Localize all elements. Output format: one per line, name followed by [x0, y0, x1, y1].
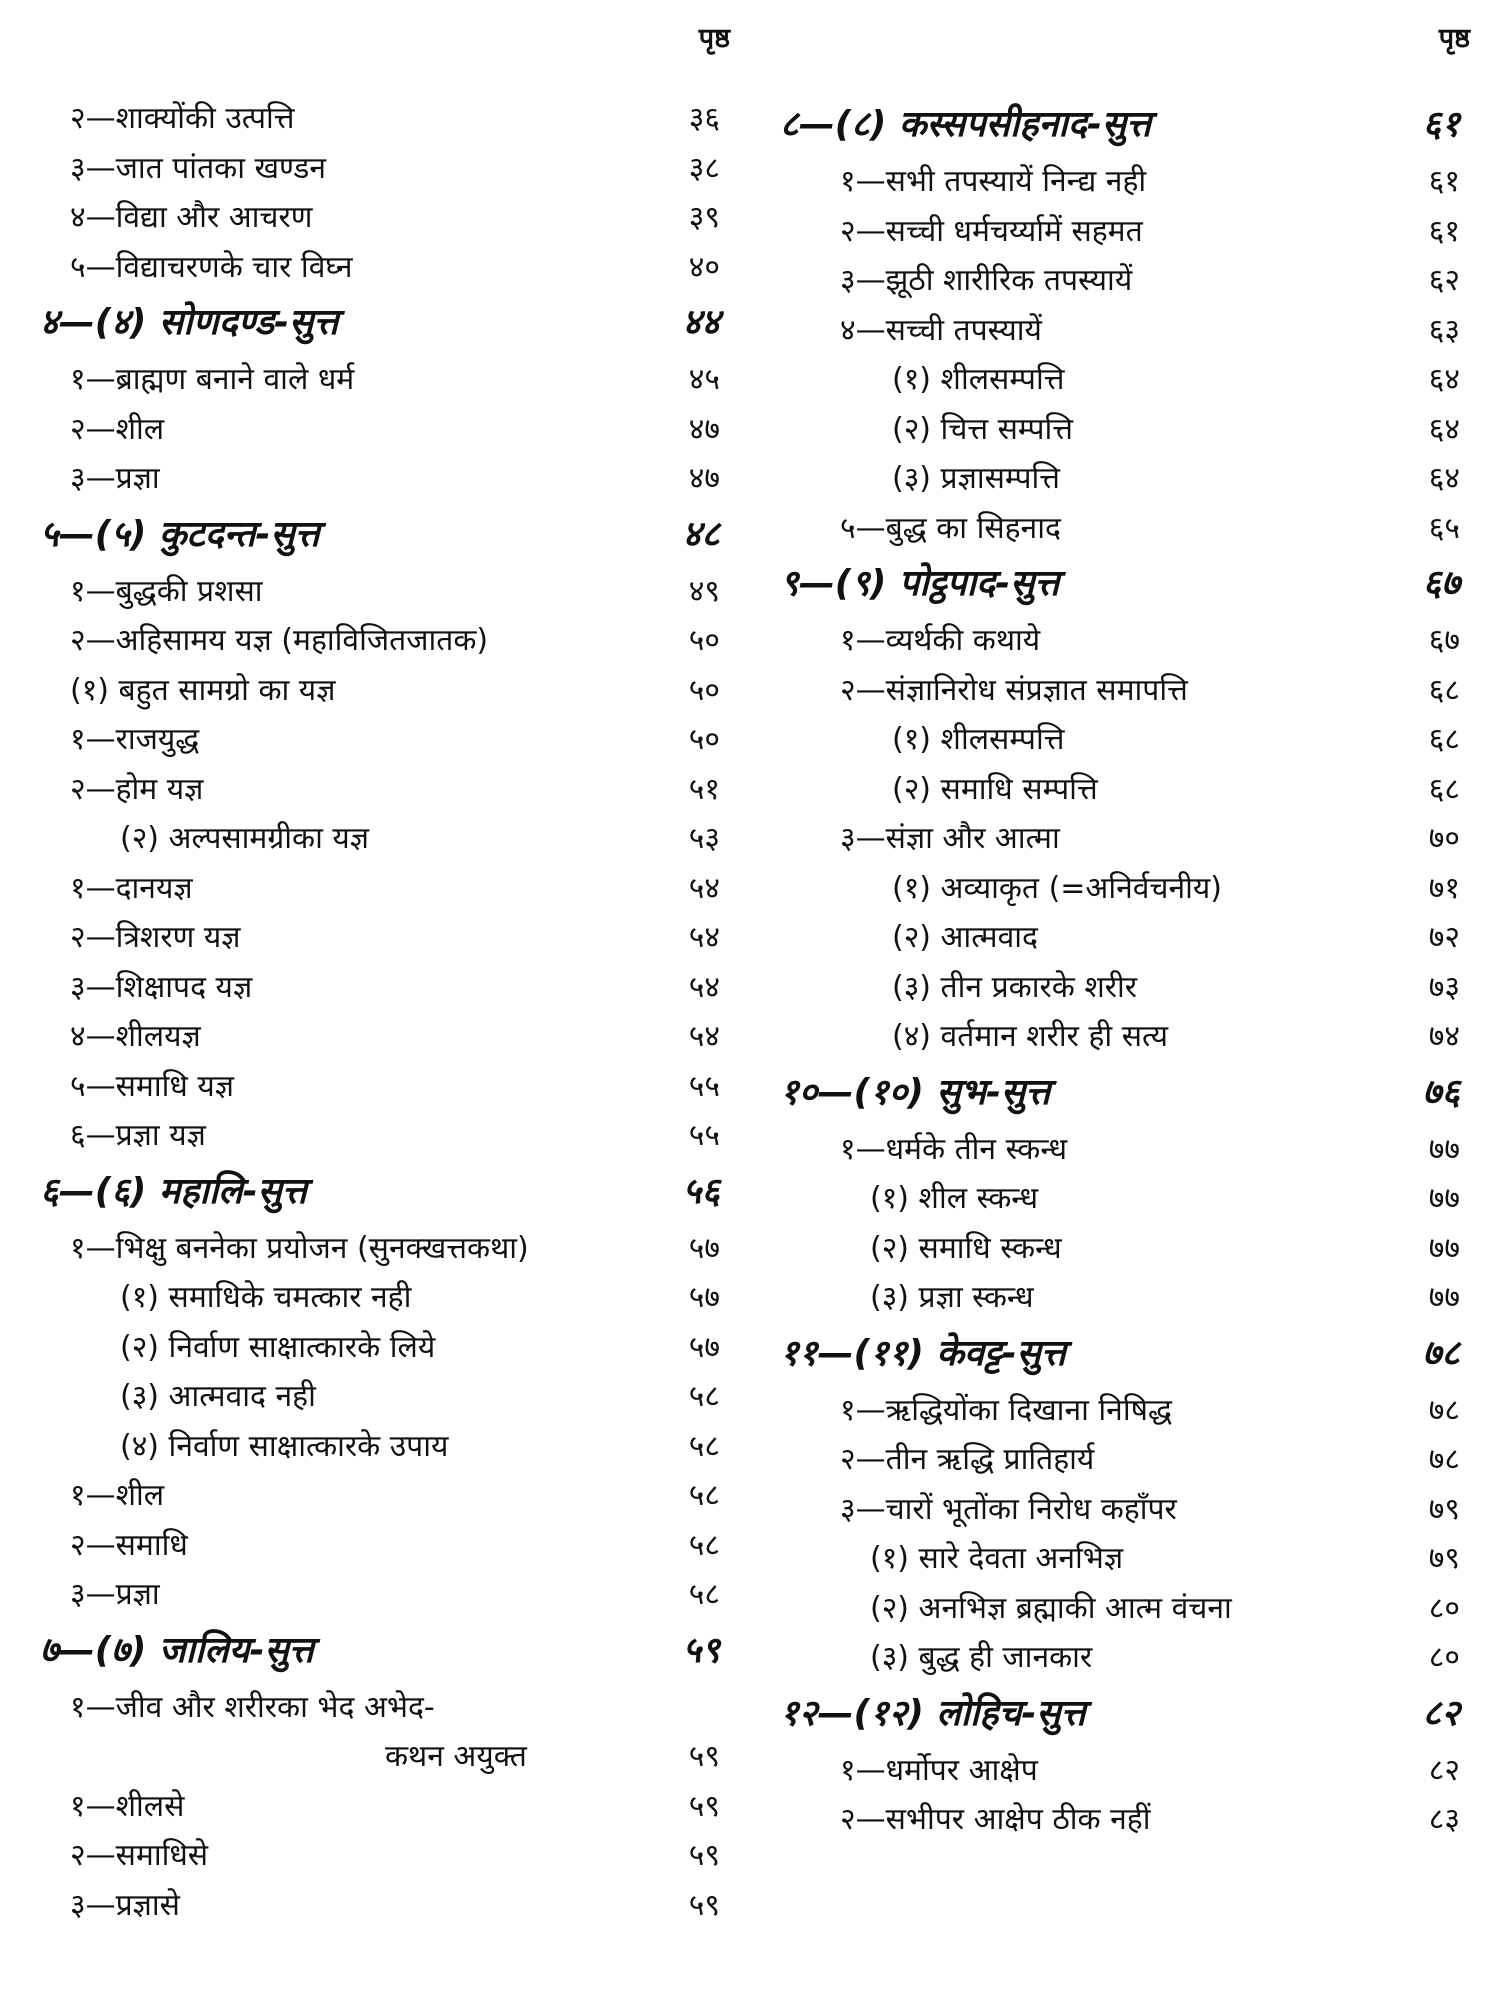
toc-section-heading [780, 1679, 1470, 1742]
toc-entry-page: ६७ [1428, 623, 1460, 658]
toc-entry-page: ३९ [688, 200, 720, 235]
toc-entry-title: (१) बहुत सामग्रो का यज्ञ [70, 672, 336, 708]
toc-entry [40, 351, 730, 401]
toc-entry-title: ५—(५) कुटदन्त-सुत्त [40, 513, 320, 555]
toc-section-heading [780, 549, 1470, 612]
toc-entry-title: १—सभी तपस्यायें निन्द्य नही [840, 164, 1147, 199]
toc-entry [40, 761, 730, 811]
toc-entry [780, 1580, 1470, 1630]
toc-section-heading [40, 1616, 730, 1679]
toc-entry-page: ७० [1428, 821, 1460, 856]
toc-entry-page: ५९ [682, 1629, 720, 1671]
toc-entry [780, 860, 1470, 910]
toc-entry-page: ५९ [688, 1838, 720, 1873]
toc-entry-title: ८—(८) कस्सपसीहनाद-सुत्त [780, 104, 1152, 145]
toc-entry-page: ४८ [682, 513, 720, 555]
toc-entry-title: २—संज्ञानिरोध संप्रज्ञात समापत्ति [840, 672, 1188, 708]
toc-entry-page: ५० [688, 722, 720, 757]
toc-entry-page: ५९ [688, 1887, 720, 1923]
toc-entry-page: ६७ [1422, 563, 1460, 604]
toc-entry-page: ७८ [1428, 1442, 1460, 1477]
toc-entry-title: १—शील [70, 1478, 165, 1513]
toc-entry-page: ८० [1428, 1590, 1460, 1626]
toc-entry-title: ४—शीलयज्ञ [70, 1019, 201, 1054]
toc-entry-page: ५४ [688, 920, 720, 955]
toc-entry-page: ६४ [1428, 411, 1460, 447]
toc-entry [780, 1269, 1470, 1319]
toc-entry-page: ४५ [688, 362, 720, 397]
toc-entry-page: ६४ [1428, 362, 1460, 397]
toc-entry-title: (३) तीन प्रकारके शरीर [892, 969, 1138, 1005]
toc-entry-page: ७१ [1428, 870, 1460, 906]
toc-entry-page: ६८ [1428, 722, 1460, 757]
toc-entry [40, 90, 730, 140]
toc-entry [780, 1431, 1470, 1481]
toc-section-heading [40, 1157, 730, 1220]
toc-entry-page: ५८ [688, 1527, 720, 1563]
toc-section-heading [780, 90, 1470, 153]
column-header [40, 0, 730, 90]
toc-entry-title: ३—झूठी शारीरिक तपस्यायें [840, 263, 1133, 298]
toc-entry-page: ७८ [1428, 1392, 1460, 1428]
toc-entry [780, 302, 1470, 352]
toc-entry-title: २—समाधिसे [70, 1838, 209, 1873]
toc-entry-title: ५—बुद्ध का सिहनाद [840, 510, 1061, 546]
toc-entry [40, 450, 730, 500]
toc-section-heading [780, 1058, 1470, 1121]
toc-entry-title: २—त्रिशरण यज्ञ [70, 920, 241, 955]
toc-entry-title: ४—विद्या और आचरण [70, 200, 313, 235]
toc-entry-title: ११—(११) केवट्ट-सुत्त [780, 1332, 1066, 1374]
toc-entry-title: ६—प्रज्ञा यज्ञ [70, 1118, 206, 1153]
toc-entry-page: ४९ [688, 573, 720, 609]
toc-entry-page: ४७ [688, 461, 720, 496]
toc-entry-title: १—दानयज्ञ [70, 870, 193, 906]
toc-entry [780, 810, 1470, 860]
toc-entry-page: ७७ [1428, 1230, 1460, 1266]
toc-entry-title: (३) प्रज्ञासम्पत्ति [892, 461, 1061, 496]
toc-entry-title: ६—(६) महालि-सुत्त [40, 1170, 307, 1212]
toc-entry-title: (३) बुद्ध ही जानकार [870, 1640, 1093, 1675]
toc-entry [780, 1530, 1470, 1580]
toc-entry-page: ५६ [682, 1170, 720, 1212]
toc-entry [40, 1319, 730, 1369]
toc-entry-title: (३) आत्मवाद नही [120, 1379, 316, 1414]
toc-entry [40, 711, 730, 761]
toc-entry [780, 1481, 1470, 1531]
toc-entry-page: ६३ [1428, 312, 1460, 348]
toc-entries-right [780, 90, 1470, 1841]
toc-entry [780, 500, 1470, 550]
toc-entry [40, 1517, 730, 1567]
toc-entry [40, 612, 730, 662]
toc-entry-page: ७६ [1422, 1071, 1460, 1113]
toc-entry-title: २—सच्ची धर्मचर्य्यामें सहमत [840, 213, 1143, 249]
toc-entry [780, 252, 1470, 302]
toc-entry-page: ५३ [688, 821, 720, 856]
toc-entry [40, 662, 730, 712]
toc-entry-page: ५० [688, 623, 720, 658]
toc-entry [40, 189, 730, 239]
toc-entry-title: ३—प्रज्ञा [70, 461, 160, 496]
toc-entry-page: ७७ [1428, 1181, 1460, 1216]
toc-entry-title: १—व्यर्थकी कथाये [840, 623, 1041, 658]
toc-entry-page: ५४ [688, 969, 720, 1005]
toc-entry-title: ३—संज्ञा और आत्मा [840, 821, 1060, 856]
toc-entry-page: ८३ [1428, 1802, 1460, 1837]
toc-entry-title: १—ऋद्धियोंका दिखाना निषिद्ध [840, 1392, 1172, 1428]
toc-entry-page: ५८ [688, 1428, 720, 1464]
toc-column-left [40, 0, 730, 1926]
toc-entry-page: ३६ [688, 101, 720, 136]
toc-entry-title: १—जीव और शरीरका भेद अभेद- [70, 1689, 435, 1725]
toc-entry [40, 140, 730, 190]
toc-entry [780, 711, 1470, 761]
toc-section-heading [40, 500, 730, 563]
toc-entry-title: १—बुद्धकी प्रशसा [70, 573, 263, 609]
toc-entry [40, 1728, 730, 1778]
toc-entry [40, 1368, 730, 1418]
toc-entry-title: २—शील [70, 411, 165, 447]
toc-entry-page: ५७ [688, 1329, 720, 1365]
toc-entry-title: (२) आत्मवाद [892, 920, 1038, 955]
toc-entry-title: ७—(७) जालिय-सुत्त [40, 1629, 314, 1671]
toc-entry [780, 1220, 1470, 1270]
toc-entries-left [40, 90, 730, 1926]
toc-entry [780, 450, 1470, 500]
toc-entry-title: २—होम यज्ञ [70, 771, 204, 807]
toc-entry-page: ५७ [688, 1230, 720, 1266]
toc-entry [780, 909, 1470, 959]
toc-entry-page: ५१ [688, 771, 720, 807]
toc-entry-page: ६८ [1428, 771, 1460, 807]
toc-entry-page: ५७ [688, 1280, 720, 1315]
toc-entry [40, 1566, 730, 1616]
toc-entry-page: ५८ [688, 1379, 720, 1414]
toc-entry-page: ५८ [688, 1478, 720, 1513]
toc-entry-title: (१) अव्याकृत (=अनिर्वचनीय) [892, 870, 1223, 906]
toc-entry-title: ३—शिक्षापद यज्ञ [70, 969, 253, 1005]
toc-entry-title: १—राजयुद्ध [70, 722, 200, 757]
toc-entry [780, 1121, 1470, 1171]
toc-entry [40, 239, 730, 289]
toc-entry-title: १—धर्मोपर आक्षेप [840, 1752, 1038, 1788]
toc-entry-page: ५९ [688, 1739, 720, 1774]
toc-entry-title: ४—(४) सोणदण्ड-सुत्त [40, 302, 339, 343]
toc-entry-title: ९—(९) पोट्ठपाद-सुत्त [780, 563, 1060, 604]
toc-entry-title: २—सभीपर आक्षेप ठीक नहीं [840, 1802, 1151, 1837]
toc-entry [40, 810, 730, 860]
toc-entry-page: ८२ [1428, 1752, 1460, 1788]
toc-entry [780, 1791, 1470, 1841]
toc-entry-title: (२) समाधि स्कन्ध [870, 1230, 1062, 1266]
toc-entry [40, 909, 730, 959]
toc-entry-page: ३८ [688, 150, 720, 186]
toc-entry-title: १२—(१२) लोहिच-सुत्त [780, 1692, 1086, 1734]
toc-entry [40, 1827, 730, 1877]
toc-entry [780, 1170, 1470, 1220]
column-header [780, 0, 1470, 90]
toc-entry-title: (२) अनभिज्ञ ब्रह्माकी आत्म वंचना [870, 1590, 1232, 1626]
toc-entry-page: ६१ [1428, 213, 1460, 249]
toc-entry [780, 612, 1470, 662]
toc-entry-title: (४) वर्तमान शरीर ही सत्य [892, 1019, 1169, 1054]
toc-entry [780, 959, 1470, 1009]
toc-entry-title: कथन अयुक्त [385, 1739, 527, 1774]
toc-entry-page: ७९ [1428, 1491, 1460, 1527]
page-column-label: पृष्ठ [1438, 23, 1470, 54]
toc-entry-title: ३—प्रज्ञा [70, 1577, 160, 1612]
toc-entry-page: ६१ [1422, 104, 1460, 145]
toc-entry-page: ७४ [1428, 1019, 1460, 1054]
toc-entry-title: ५—विद्याचरणके चार विघ्न [70, 249, 353, 285]
toc-entry-page: ४४ [682, 302, 720, 343]
toc-entry-page: ५८ [688, 1577, 720, 1612]
toc-entry-title: (२) समाधि सम्पत्ति [892, 771, 1098, 807]
toc-entry-title: (२) निर्वाण साक्षात्कारके लिये [120, 1329, 436, 1365]
toc-entry [780, 401, 1470, 451]
toc-entry-title: १—भिक्षु बननेका प्रयोजन (सुनक्खत्तकथा) [70, 1230, 529, 1266]
toc-entry-title: (२) अल्पसामग्रीका यज्ञ [120, 821, 370, 856]
toc-entry [40, 860, 730, 910]
toc-entry-page: ७७ [1428, 1280, 1460, 1315]
toc-entry-page: ७३ [1428, 969, 1460, 1005]
toc-entry-page: ७८ [1422, 1332, 1460, 1374]
toc-entry-page: ५४ [688, 870, 720, 906]
toc-entry [40, 1008, 730, 1058]
toc-entry-title: २—तीन ऋद्धि प्रातिहार्य [840, 1442, 1095, 1477]
toc-entry-page: ८० [1428, 1640, 1460, 1675]
toc-entry-title: १—ब्राह्मण बनाने वाले धर्म [70, 362, 355, 397]
toc-entry-page: ७२ [1428, 920, 1460, 955]
toc-entry-page: ४७ [688, 411, 720, 447]
toc-entry [40, 401, 730, 451]
toc-entry-title: ३—जात पांतका खण्डन [70, 150, 327, 186]
toc-entry [40, 1877, 730, 1927]
toc-entry-title: २—शाक्योंकी उत्पत्ति [70, 101, 295, 136]
toc-entry [40, 1467, 730, 1517]
toc-entry-page: ६२ [1428, 263, 1460, 298]
toc-entry-title: २—समाधि [70, 1527, 188, 1563]
toc-entry [40, 563, 730, 613]
toc-entry-page: ५५ [688, 1118, 720, 1153]
toc-entry-title: (४) निर्वाण साक्षात्कारके उपाय [120, 1428, 449, 1464]
toc-entry-page: ७७ [1428, 1131, 1460, 1167]
page-column-label: पृष्ठ [698, 23, 730, 54]
toc-entry-title: (२) चित्त सम्पत्ति [892, 411, 1074, 447]
toc-entry-page: ६१ [1428, 164, 1460, 199]
toc-entry-title: (१) शील स्कन्ध [870, 1181, 1039, 1216]
toc-entry-page: ५० [688, 672, 720, 708]
toc-entry-title: ५—समाधि यज्ञ [70, 1068, 234, 1104]
toc-entry-page: ७९ [1428, 1541, 1460, 1576]
toc-entry-title: (३) प्रज्ञा स्कन्ध [870, 1280, 1034, 1315]
toc-entry-page: ४० [688, 249, 720, 285]
toc-entry [40, 1058, 730, 1108]
toc-entry [780, 1008, 1470, 1058]
toc-entry-page: ५४ [688, 1019, 720, 1054]
toc-section-heading [780, 1319, 1470, 1382]
toc-entry-page: ६५ [1428, 510, 1460, 546]
toc-entry-page: ५५ [688, 1068, 720, 1104]
toc-entry [780, 1382, 1470, 1432]
toc-entry-title: १—धर्मके तीन स्कन्ध [840, 1131, 1068, 1167]
toc-entry [780, 203, 1470, 253]
toc-entry [40, 1107, 730, 1157]
toc-entry-title: (१) शीलसम्पत्ति [892, 362, 1065, 397]
toc-entry-title: १—शीलसे [70, 1788, 185, 1824]
toc-entry-title: (१) सारे देवता अनभिज्ञ [870, 1541, 1124, 1576]
toc-section-heading [40, 288, 730, 351]
toc-entry-page: ५९ [688, 1788, 720, 1824]
toc-entry [780, 351, 1470, 401]
toc-entry-title: १०—(१०) सुभ-सुत्त [780, 1071, 1051, 1113]
toc-entry [780, 1629, 1470, 1679]
toc-entry [780, 153, 1470, 203]
toc-entry-title: २—अहिसामय यज्ञ (महाविजितजातक) [70, 623, 489, 658]
toc-entry [40, 1778, 730, 1828]
toc-entry [780, 662, 1470, 712]
toc-entry [780, 761, 1470, 811]
toc-entry-page: ६४ [1428, 461, 1460, 496]
toc-entry-title: ४—सच्ची तपस्यायें [840, 312, 1042, 348]
toc-column-right [780, 0, 1470, 1841]
toc-entry-title: (१) समाधिके चमत्कार नही [120, 1280, 412, 1315]
toc-entry-title: ३—चारों भूतोंका निरोध कहाँपर [840, 1491, 1177, 1527]
toc-entry [40, 959, 730, 1009]
toc-entry [780, 1742, 1470, 1792]
toc-entry-page: ६८ [1428, 672, 1460, 708]
toc-entry [40, 1418, 730, 1468]
toc-entry-page: ८२ [1422, 1692, 1460, 1734]
toc-entry-title: (१) शीलसम्पत्ति [892, 722, 1065, 757]
toc-entry [40, 1269, 730, 1319]
toc-entry-title: ३—प्रज्ञासे [70, 1887, 180, 1923]
toc-entry [40, 1220, 730, 1270]
toc-entry [40, 1679, 730, 1729]
